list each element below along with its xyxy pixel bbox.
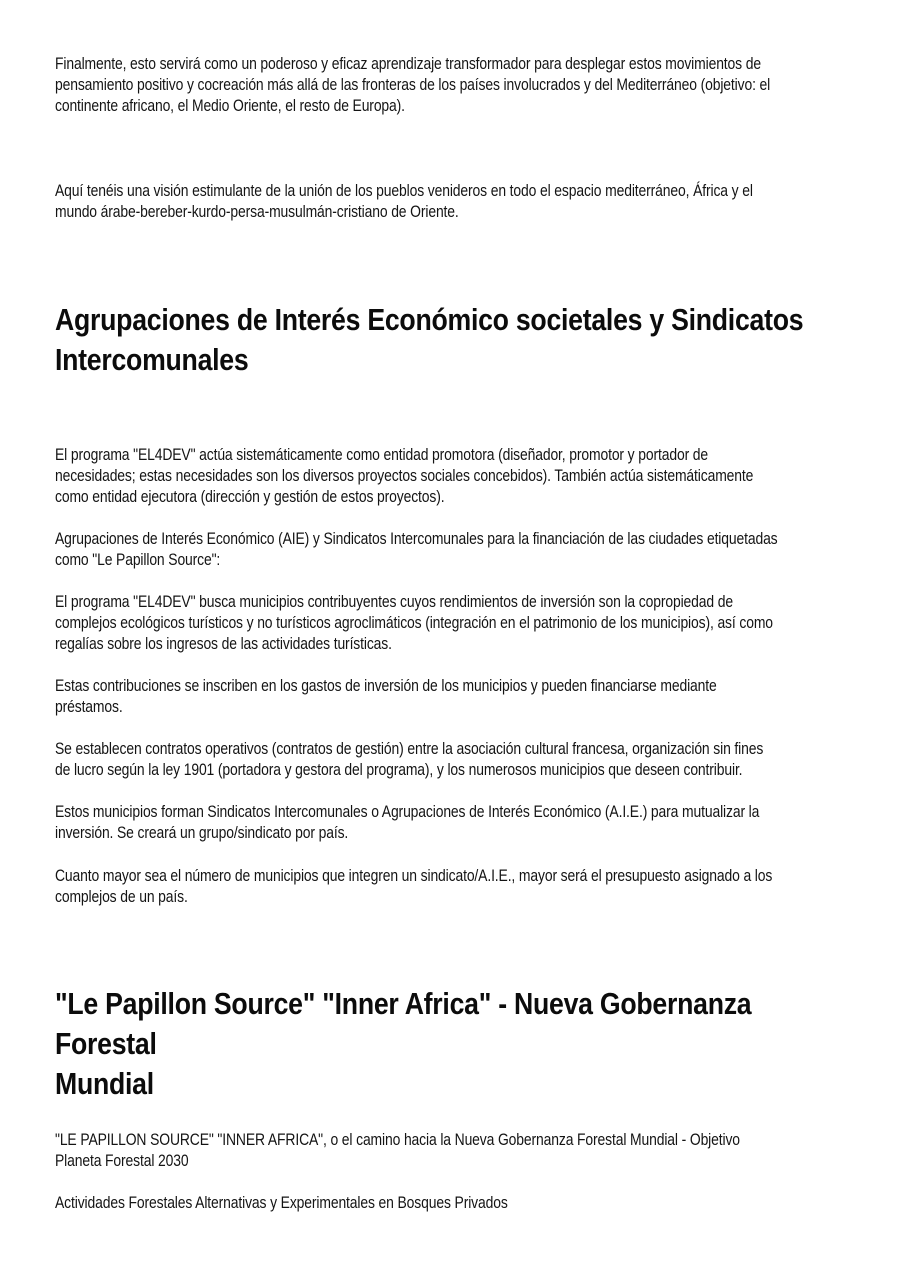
paragraph-finalmente — [55, 54, 905, 117]
text-line: complejos de un país. — [55, 888, 188, 906]
text-line: Planeta Forestal 2030 — [55, 1152, 189, 1170]
text-line: préstamos. — [55, 698, 123, 716]
text-line: El programa "EL4DEV" actúa sistemáticamente como entidad promotora (diseñador, promotor y portador de — [55, 446, 709, 464]
heading-line: Intercomunales — [55, 342, 249, 377]
text-line: como "Le Papillon Source": — [55, 551, 221, 569]
text-line: mundo árabe-bereber-kurdo-persa-musulmán-cristiano de Oriente. — [55, 203, 459, 221]
text-line: Se establecen contratos operativos (contratos de gestión) entre la asociación cultural francesa, organización sin fines — [55, 740, 764, 758]
text-line: El programa "EL4DEV" busca municipios contribuyentes cuyos rendimientos de inversión son la copropiedad de — [55, 593, 733, 611]
heading-agrupaciones — [55, 300, 905, 380]
paragraph-actividades-forestales — [55, 1193, 905, 1214]
text-line: continente africano, el Medio Oriente, el resto de Europa). — [55, 97, 405, 115]
heading-line: "Le Papillon Source" "Inner Africa" - Nueva Gobernanza Forestal — [55, 986, 752, 1061]
heading-line: Mundial — [55, 1066, 154, 1101]
heading-line: Agrupaciones de Interés Económico societales y Sindicatos — [55, 302, 804, 337]
text-line: como entidad ejecutora (dirección y gestión de estos proyectos). — [55, 488, 445, 506]
paragraph-municipios-contribuyentes — [55, 592, 905, 655]
text-line: inversión. Se creará un grupo/sindicato por país. — [55, 824, 349, 842]
paragraph-el4dev-promotora — [55, 445, 905, 508]
text-line: pensamiento positivo y cocreación más allá de las fronteras de los países involucrados y del Mediterráneo (objetivo: el — [55, 76, 771, 94]
text-line: de lucro según la ley 1901 (portadora y gestora del programa), y los numerosos municipios que deseen contribuir. — [55, 761, 743, 779]
text-line: Cuanto mayor sea el número de municipios que integren un sindicato/A.I.E., mayor será el presupuesto asignado a los — [55, 867, 773, 885]
paragraph-contribuciones — [55, 676, 905, 718]
text-line: Aquí tenéis una visión estimulante de la unión de los pueblos venideros en todo el espacio mediterráneo, África y el — [55, 182, 753, 200]
text-line: necesidades; estas necesidades son los diversos proyectos sociales concebidos). También actúa sistemáticamente — [55, 467, 754, 485]
text-line: Estas contribuciones se inscriben en los gastos de inversión de los municipios y pueden financiarse mediante — [55, 677, 717, 695]
paragraph-aie-financiacion — [55, 529, 905, 571]
text-line: regalías sobre los ingresos de las actividades turísticas. — [55, 635, 392, 653]
text-line: Actividades Forestales Alternativas y Experimentales en Bosques Privados — [55, 1194, 508, 1212]
text-line: "LE PAPILLON SOURCE" "INNER AFRICA", o el camino hacia la Nueva Gobernanza Forestal Mundial - Objetivo — [55, 1131, 740, 1149]
heading-papillon-source — [55, 984, 905, 1104]
paragraph-presupuesto — [55, 866, 905, 908]
text-line: Agrupaciones de Interés Económico (AIE) y Sindicatos Intercomunales para la financiación de las ciudades etiquetadas — [55, 530, 778, 548]
paragraph-vision — [55, 181, 905, 223]
paragraph-sindicatos — [55, 802, 905, 844]
text-line: complejos ecológicos turísticos y no turísticos agroclimáticos (integración en el patrimonio de los municipios), así como — [55, 614, 773, 632]
text-line: Finalmente, esto servirá como un poderoso y eficaz aprendizaje transformador para desplegar estos movimientos de — [55, 55, 761, 73]
paragraph-contratos — [55, 739, 905, 781]
paragraph-gobernanza-forestal — [55, 1130, 905, 1172]
text-line: Estos municipios forman Sindicatos Intercomunales o Agrupaciones de Interés Económico (A.I.E.) para mutualizar la — [55, 803, 760, 821]
